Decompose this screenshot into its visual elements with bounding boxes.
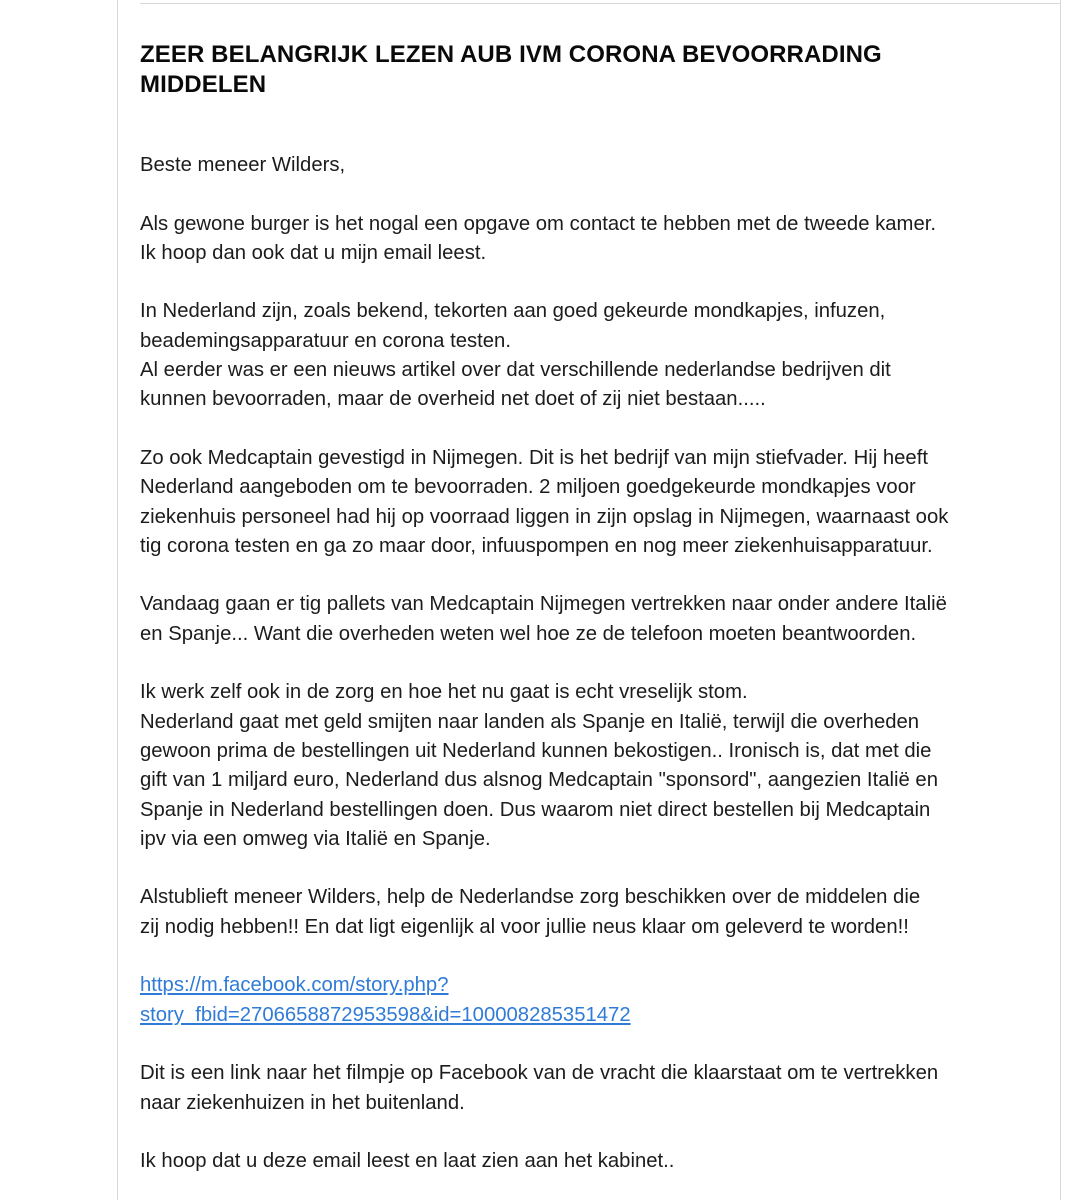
paragraph-spacer	[140, 854, 960, 883]
body-line: Alstublieft meneer Wilders, help de Nederlandse zorg beschikken over de middelen die	[140, 886, 921, 909]
paragraph-spacer	[140, 561, 960, 590]
email-message	[140, 40, 960, 1173]
body-line: Nederland aangeboden om te bevoorraden. 2 miljoen goedgekeurde mondkapjes voor	[140, 476, 916, 499]
body-line: ipv via een omweg via Italië en Spanje.	[140, 827, 491, 850]
body-line: kunnen bevoorraden, maar de overheid net doet of zij niet bestaan.....	[140, 388, 766, 411]
paragraph-spacer	[140, 180, 960, 209]
body-line: ziekenhuis personeel had hij op voorraad liggen in zijn opslag in Nijmegen, waarnaast ook	[140, 505, 949, 528]
facebook-link-line-1[interactable]: https://m.facebook.com/story.php?	[140, 974, 449, 997]
body-line: Al eerder was er een nieuws artikel over dat verschillende nederlandse bedrijven dit	[140, 359, 891, 382]
body-line: Ik hoop dat u deze email leest en laat zien aan het kabinet..	[140, 1150, 675, 1173]
email-subject: ZEER BELANGRIJK LEZEN AUB IVM CORONA BEVOORRADING MIDDELEN	[140, 41, 882, 98]
email-body[interactable]	[140, 151, 960, 1176]
body-line: Nederland gaat met geld smijten naar landen als Spanje en Italië, terwijl die overheden	[140, 710, 920, 733]
body-line: Dit is een link naar het filmpje op Facebook van de vracht die klaarstaat om te vertrekken	[140, 1062, 939, 1085]
greeting: Beste meneer Wilders,	[140, 154, 346, 176]
body-line: gewoon prima de bestellingen uit Nederland kunnen bekostigen.. Ironisch is, dat met die	[140, 739, 932, 762]
body-line: zij nodig hebben!! En dat ligt eigenlijk al voor jullie neus klaar om geleverd te worden!!	[140, 915, 909, 938]
content-border-left	[117, 0, 118, 1200]
body-line: Zo ook Medcaptain gevestigd in Nijmegen. Dit is het bedrijf van mijn stiefvader. Hij heeft	[140, 446, 928, 469]
paragraph-spacer	[140, 1118, 960, 1147]
body-line: gift van 1 miljard euro, Nederland dus alsnog Medcaptain "sponsord", aangezien Italië en	[140, 769, 938, 792]
body-line: In Nederland zijn, zoals bekend, tekorten aan goed gekeurde mondkapjes, infuzen,	[140, 300, 886, 323]
body-line: naar ziekenhuizen in het buitenland.	[140, 1091, 465, 1114]
content-border-right	[1060, 0, 1061, 1200]
paragraph-spacer	[140, 1030, 960, 1059]
body-line: Als gewone burger is het nogal een opgave om contact te hebben met de tweede kamer.	[140, 212, 936, 235]
paragraph-spacer	[140, 942, 960, 971]
body-line: en Spanje... Want die overheden weten wel hoe ze de telefoon moeten beantwoorden.	[140, 622, 917, 645]
paragraph-spacer	[140, 649, 960, 678]
body-line: Ik hoop dan ook dat u mijn email leest.	[140, 241, 487, 264]
body-line: Vandaag gaan er tig pallets van Medcaptain Nijmegen vertrekken naar onder andere Italië	[140, 593, 947, 616]
paragraph-spacer	[140, 268, 960, 297]
paragraph-spacer	[140, 415, 960, 444]
facebook-link-line-2[interactable]: story_fbid=2706658872953598&id=100008285351472	[140, 1003, 631, 1026]
body-line: Spanje in Nederland bestellingen doen. Dus waarom niet direct bestellen bij Medcaptain	[140, 798, 931, 821]
body-line: Ik werk zelf ook in de zorg en hoe het nu gaat is echt vreselijk stom.	[140, 681, 748, 704]
content-border-top	[140, 3, 1060, 4]
body-line: tig corona testen en ga zo maar door, infuuspompen en nog meer ziekenhuisapparatuur.	[140, 534, 933, 557]
body-line: beademingsapparatuur en corona testen.	[140, 329, 511, 352]
